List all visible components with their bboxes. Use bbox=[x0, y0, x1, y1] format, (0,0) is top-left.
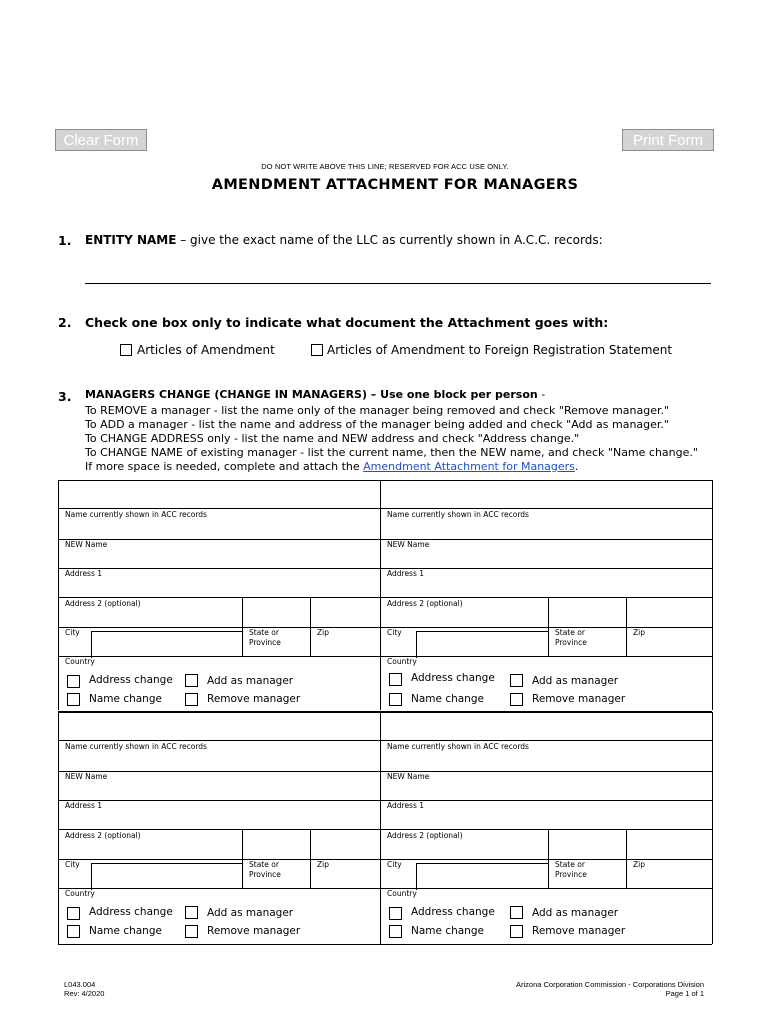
manager-block-3-top-border bbox=[58, 712, 380, 713]
more-period: . bbox=[574, 460, 579, 473]
manager-block-1-name-change-checkbox[interactable] bbox=[67, 693, 80, 706]
manager-block-2-remove-manager-checkbox[interactable] bbox=[510, 693, 523, 706]
manager-block-4-remove-manager-checkbox[interactable] bbox=[510, 925, 523, 938]
page-number: Page 1 of 1 bbox=[665, 989, 704, 998]
manager-block-4-right-border bbox=[712, 712, 713, 944]
manager-block-3-divider bbox=[242, 829, 243, 888]
manager-block-4-zip-label: Zip bbox=[633, 860, 645, 869]
instruction-more bbox=[85, 460, 698, 474]
manager-block-2-row-line bbox=[380, 627, 712, 628]
manager-block-1-address-change-label: Address change bbox=[89, 674, 173, 686]
manager-block-3-province-label: Province bbox=[249, 870, 281, 879]
manager-block-4-divider bbox=[548, 829, 549, 888]
foreign-registration-checkbox[interactable] bbox=[311, 344, 323, 356]
manager-block-3-row-line bbox=[58, 740, 380, 741]
manager-block-4-add-manager-label: Add as manager bbox=[532, 907, 619, 919]
manager-block-1-remove-manager-label: Remove manager bbox=[207, 693, 301, 705]
manager-block-1-province-label: Province bbox=[249, 638, 281, 647]
manager-block-4-country-label: Country bbox=[387, 889, 417, 898]
manager-block-2-address1-label: Address 1 bbox=[387, 569, 425, 578]
manager-block-3-remove-manager-checkbox[interactable] bbox=[185, 925, 198, 938]
manager-block-2-city-input[interactable] bbox=[416, 631, 548, 658]
articles-of-amendment-label: Articles of Amendment bbox=[137, 343, 275, 357]
manager-block-1-new-name-label: NEW Name bbox=[65, 540, 108, 549]
manager-block-4-top-border bbox=[380, 712, 712, 713]
entity-name-field[interactable] bbox=[85, 283, 711, 284]
manager-block-4-city-label: City bbox=[387, 860, 402, 869]
manager-block-1-city-input[interactable] bbox=[91, 631, 242, 658]
manager-block-2-name-change-checkbox[interactable] bbox=[389, 693, 402, 706]
instruction-remove: To REMOVE a manager - list the name only of the manager being removed and check "Remove manager." bbox=[85, 404, 670, 417]
section-2-text: Check one box only to indicate what document the Attachment goes with: bbox=[85, 315, 609, 330]
more-text: If more space is needed, complete and attach the bbox=[85, 460, 364, 473]
manager-block-1-row-line bbox=[58, 508, 380, 509]
instruction-address: To CHANGE ADDRESS only - list the name and NEW address and check "Address change." bbox=[85, 432, 580, 445]
manager-block-4-row-line bbox=[380, 740, 712, 741]
manager-block-3-divider bbox=[310, 829, 311, 888]
manager-block-2-zip-label: Zip bbox=[633, 628, 645, 637]
manager-block-2-top-border bbox=[380, 480, 712, 481]
manager-block-4-add-manager-checkbox[interactable] bbox=[510, 906, 523, 919]
manager-block-2-right-border bbox=[712, 480, 713, 710]
section-1-desc: – give the exact name of the LLC as currently shown in A.C.C. records: bbox=[176, 233, 603, 247]
manager-block-3-address2-label: Address 2 (optional) bbox=[65, 831, 141, 840]
manager-block-1-remove-manager-checkbox[interactable] bbox=[185, 693, 198, 706]
manager-block-2-address2-label: Address 2 (optional) bbox=[387, 599, 463, 608]
manager-block-2-row-line bbox=[380, 568, 712, 569]
manager-block-4-left-border bbox=[380, 712, 381, 944]
section-3-heading: MANAGERS CHANGE (CHANGE IN MANAGERS) – Use one block per person bbox=[85, 388, 538, 401]
manager-block-2-add-manager-checkbox[interactable] bbox=[510, 674, 523, 687]
print-form-button[interactable]: Print Form bbox=[622, 129, 714, 151]
manager-block-1-top-border bbox=[58, 480, 380, 481]
manager-block-2-address-change-label: Address change bbox=[411, 672, 495, 684]
section-1-heading: ENTITY NAME bbox=[85, 233, 177, 247]
manager-block-1-row-line bbox=[58, 597, 380, 598]
page-title: AMENDMENT ATTACHMENT FOR MANAGERS bbox=[211, 177, 579, 193]
manager-block-3-add-manager-label: Add as manager bbox=[207, 907, 294, 919]
manager-block-1-address-change-checkbox[interactable] bbox=[67, 675, 80, 688]
manager-block-2-remove-manager-label: Remove manager bbox=[532, 693, 626, 705]
manager-block-4-province-label: Province bbox=[555, 870, 587, 879]
manager-block-3-bottom-border bbox=[58, 944, 380, 945]
manager-block-2-add-manager-label: Add as manager bbox=[532, 675, 619, 687]
manager-block-1-name-current-label: Name currently shown in ACC records bbox=[65, 510, 207, 519]
manager-block-1-country-label: Country bbox=[65, 657, 95, 666]
manager-block-2-name-change-label: Name change bbox=[411, 693, 484, 705]
manager-block-1-divider bbox=[242, 597, 243, 656]
manager-block-4-row-line bbox=[380, 771, 712, 772]
manager-block-1-add-manager-label: Add as manager bbox=[207, 675, 294, 687]
section-1-number: 1. bbox=[58, 233, 72, 248]
section-3-dash: - bbox=[537, 388, 546, 401]
reserved-note: DO NOT WRITE ABOVE THIS LINE; RESERVED FOR ACC USE ONLY. bbox=[261, 162, 509, 171]
manager-block-4-address-change-checkbox[interactable] bbox=[389, 907, 402, 920]
manager-block-1-name-change-label: Name change bbox=[89, 693, 162, 705]
manager-block-2-divider bbox=[626, 597, 627, 656]
manager-block-4-row-line bbox=[380, 829, 712, 830]
form-number: L043.004 bbox=[64, 980, 96, 989]
section-2-number: 2. bbox=[58, 315, 72, 330]
manager-block-4-name-change-checkbox[interactable] bbox=[389, 925, 402, 938]
manager-block-3-row-line bbox=[58, 829, 380, 830]
manager-block-3-city-label: City bbox=[65, 860, 80, 869]
articles-of-amendment-checkbox[interactable] bbox=[120, 344, 132, 356]
manager-block-3-name-change-checkbox[interactable] bbox=[67, 925, 80, 938]
manager-block-3-left-border bbox=[58, 712, 59, 944]
manager-block-3-address-change-checkbox[interactable] bbox=[67, 907, 80, 920]
manager-block-3-add-manager-checkbox[interactable] bbox=[185, 906, 198, 919]
section-3-number: 3. bbox=[58, 389, 72, 404]
manager-block-2-country-label: Country bbox=[387, 657, 417, 666]
blocks-middle-border bbox=[58, 711, 712, 712]
manager-block-2-address-change-checkbox[interactable] bbox=[389, 673, 402, 686]
manager-block-4-name-current-label: Name currently shown in ACC records bbox=[387, 742, 529, 751]
manager-block-2-left-border bbox=[380, 480, 381, 710]
manager-block-3-new-name-label: NEW Name bbox=[65, 772, 108, 781]
manager-block-2-row-line bbox=[380, 539, 712, 540]
manager-block-4-remove-manager-label: Remove manager bbox=[532, 925, 626, 937]
attachment-link[interactable]: Amendment Attachment for Managers bbox=[363, 460, 575, 473]
manager-block-1-row-line bbox=[58, 627, 380, 628]
manager-block-2-row-line bbox=[380, 508, 712, 509]
manager-block-4-address2-label: Address 2 (optional) bbox=[387, 831, 463, 840]
manager-block-4-city-input[interactable] bbox=[416, 863, 548, 890]
clear-form-button[interactable]: Clear Form bbox=[55, 129, 147, 151]
manager-block-1-row-line bbox=[58, 568, 380, 569]
manager-block-4-name-change-label: Name change bbox=[411, 925, 484, 937]
instruction-add: To ADD a manager - list the name and address of the manager being added and check "Add as manager." bbox=[85, 418, 669, 431]
manager-block-4-bottom-border bbox=[380, 944, 712, 945]
manager-block-2-divider bbox=[548, 597, 549, 656]
manager-block-3-address1-label: Address 1 bbox=[65, 801, 103, 810]
manager-block-4-row-line bbox=[380, 800, 712, 801]
revision: Rev: 4/2020 bbox=[64, 989, 105, 998]
manager-block-3-address-change-label: Address change bbox=[89, 906, 173, 918]
manager-block-1-left-border bbox=[58, 480, 59, 710]
manager-block-4-new-name-label: NEW Name bbox=[387, 772, 430, 781]
manager-block-2-row-line bbox=[380, 597, 712, 598]
manager-block-3-row-line bbox=[58, 800, 380, 801]
section-3-heading-line bbox=[85, 388, 545, 401]
instructions bbox=[85, 404, 698, 474]
manager-block-2-province-label: Province bbox=[555, 638, 587, 647]
manager-block-1-add-manager-checkbox[interactable] bbox=[185, 674, 198, 687]
manager-block-2-city-label: City bbox=[387, 628, 402, 637]
section-1-text bbox=[85, 233, 603, 247]
manager-block-1-city-label: City bbox=[65, 628, 80, 637]
manager-block-1-state-label: State or bbox=[249, 628, 279, 637]
manager-block-3-name-change-label: Name change bbox=[89, 925, 162, 937]
foreign-registration-label: Articles of Amendment to Foreign Registration Statement bbox=[327, 343, 673, 357]
manager-block-3-city-input[interactable] bbox=[91, 863, 242, 890]
manager-block-1-zip-label: Zip bbox=[317, 628, 329, 637]
manager-block-1-address2-label: Address 2 (optional) bbox=[65, 599, 141, 608]
manager-block-1-address1-label: Address 1 bbox=[65, 569, 103, 578]
manager-block-4-row-line bbox=[380, 859, 712, 860]
manager-block-3-country-label: Country bbox=[65, 889, 95, 898]
manager-block-3-name-current-label: Name currently shown in ACC records bbox=[65, 742, 207, 751]
manager-block-3-state-label: State or bbox=[249, 860, 279, 869]
manager-block-2-new-name-label: NEW Name bbox=[387, 540, 430, 549]
manager-block-2-name-current-label: Name currently shown in ACC records bbox=[387, 510, 529, 519]
manager-block-4-state-label: State or bbox=[555, 860, 585, 869]
manager-block-2-state-label: State or bbox=[555, 628, 585, 637]
agency-name: Arizona Corporation Commission - Corporations Division bbox=[516, 980, 704, 989]
manager-block-3-row-line bbox=[58, 859, 380, 860]
manager-block-1-divider bbox=[310, 597, 311, 656]
manager-block-3-remove-manager-label: Remove manager bbox=[207, 925, 301, 937]
manager-block-4-divider bbox=[626, 829, 627, 888]
manager-block-3-zip-label: Zip bbox=[317, 860, 329, 869]
manager-block-4-address-change-label: Address change bbox=[411, 906, 495, 918]
instruction-name: To CHANGE NAME of existing manager - list the current name, then the NEW name, and check "Name change." bbox=[85, 446, 698, 459]
manager-block-4-address1-label: Address 1 bbox=[387, 801, 425, 810]
